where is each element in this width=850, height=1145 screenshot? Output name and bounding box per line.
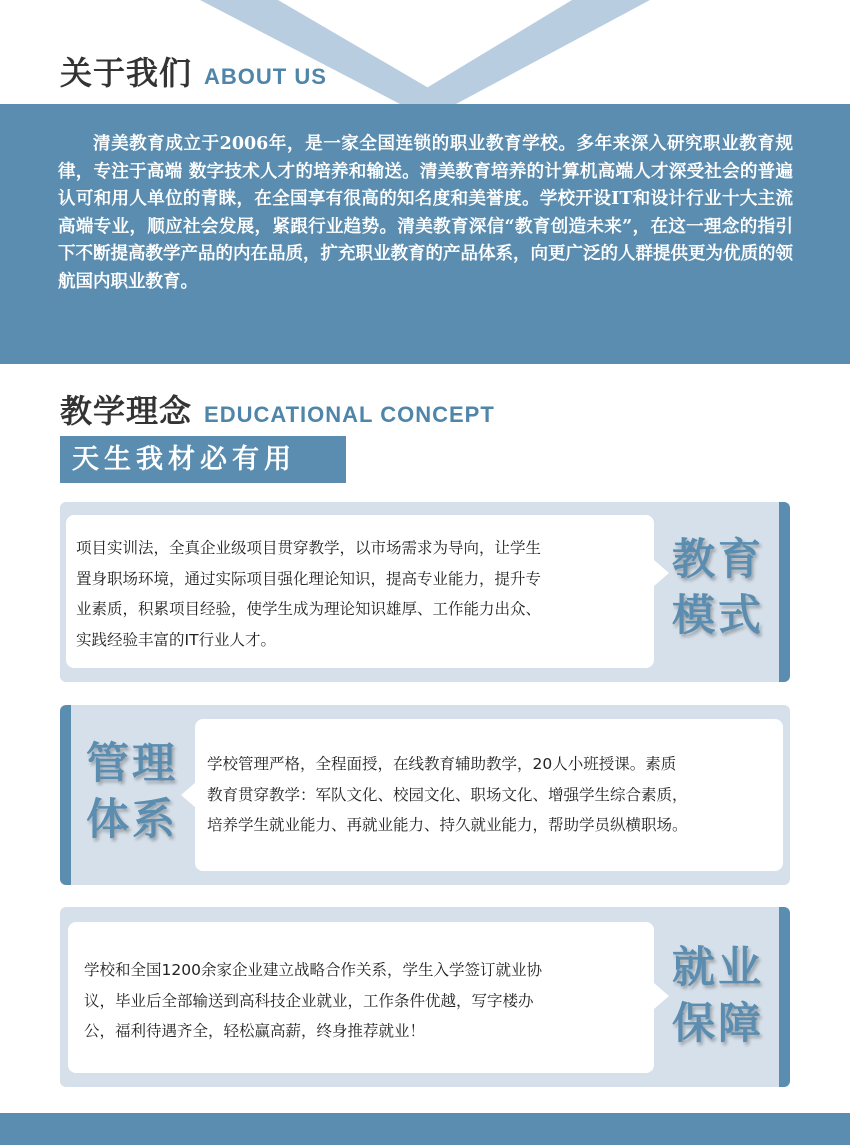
- text-line: 实践经验丰富的IT行业人才。: [76, 630, 277, 649]
- card-pointer: [181, 782, 196, 808]
- about-heading: [60, 48, 327, 94]
- text-line: 议，毕业后全部输送到高科技企业就业，工作条件优越，写字楼办: [84, 991, 534, 1010]
- about-title-zh: 关于我们: [60, 54, 193, 92]
- employment-guarantee-text-card: [68, 922, 654, 1073]
- text-line: 培养学生就业能力、再就业能力、持久就业能力，帮助学员纵横职场。: [207, 816, 688, 834]
- badge-line: 管理: [86, 739, 178, 789]
- footer-bar: [0, 1113, 850, 1145]
- education-model-badge: [668, 532, 768, 644]
- badge-line: 教育: [672, 535, 764, 585]
- management-system-text-card: [195, 719, 783, 871]
- text-line: 学校和全国1200余家企业建立战略合作关系，学生入学签订就业协: [84, 961, 542, 979]
- text-line: 项目实训法，全真企业级项目贯穿教学，以市场需求为导向，让学生: [76, 539, 542, 557]
- concept-heading: [60, 386, 495, 432]
- card-pointer: [654, 560, 669, 586]
- badge-line: 保障: [672, 999, 764, 1049]
- badge-line: 模式: [672, 591, 764, 641]
- concept-title-zh: 教学理念: [60, 392, 193, 430]
- card-pointer: [654, 983, 669, 1009]
- badge-line: 体系: [86, 795, 178, 845]
- text-line: 教育贯穿教学：军队文化、校园文化、职场文化、增强学生综合素质，: [207, 785, 688, 804]
- badge-line: 就业: [672, 943, 764, 993]
- slogan-banner: 天生我材必有用: [60, 436, 346, 483]
- education-model-text-card: [66, 515, 654, 668]
- management-system-badge: [82, 736, 182, 848]
- employment-guarantee-badge: [668, 940, 768, 1052]
- text-line: 公，福利待遇齐全，轻松赢高薪，终身推荐就业！: [84, 1022, 426, 1040]
- text-line: 学校管理严格，全程面授，在线教育辅助教学，20人小班授课。素质: [207, 755, 677, 773]
- concept-title-en: EDUCATIONAL CONCEPT: [204, 402, 495, 427]
- about-paragraph: 清美教育成立于2006年，是一家全国连锁的职业教育学校。多年来深入研究职业教育规律，专注于高端 数字技术人才的培养和输送。清美教育培养的计算机高端人才深受社会的普遍认可和用人单位的青睐，在全国享有很高的知名度和美誉度。学校开设IT和设计行业十大主流高端专业，顺应社会发展，紧跟行业趋势。清美教育深信“教育创造未来”，在这一理念的指引下不断提高教学产品的内在品质，扩充职业教育的产品体系，向更广泛的人群提供更为优质的领航国内职业教育。: [58, 134, 793, 292]
- about-title-en: ABOUT US: [204, 64, 327, 89]
- text-line: 业素质，积累项目经验，使学生成为理论知识雄厚、工作能力出众、: [76, 600, 542, 618]
- text-line: 置身职场环境，通过实际项目强化理论知识，提高专业能力，提升专: [76, 569, 542, 588]
